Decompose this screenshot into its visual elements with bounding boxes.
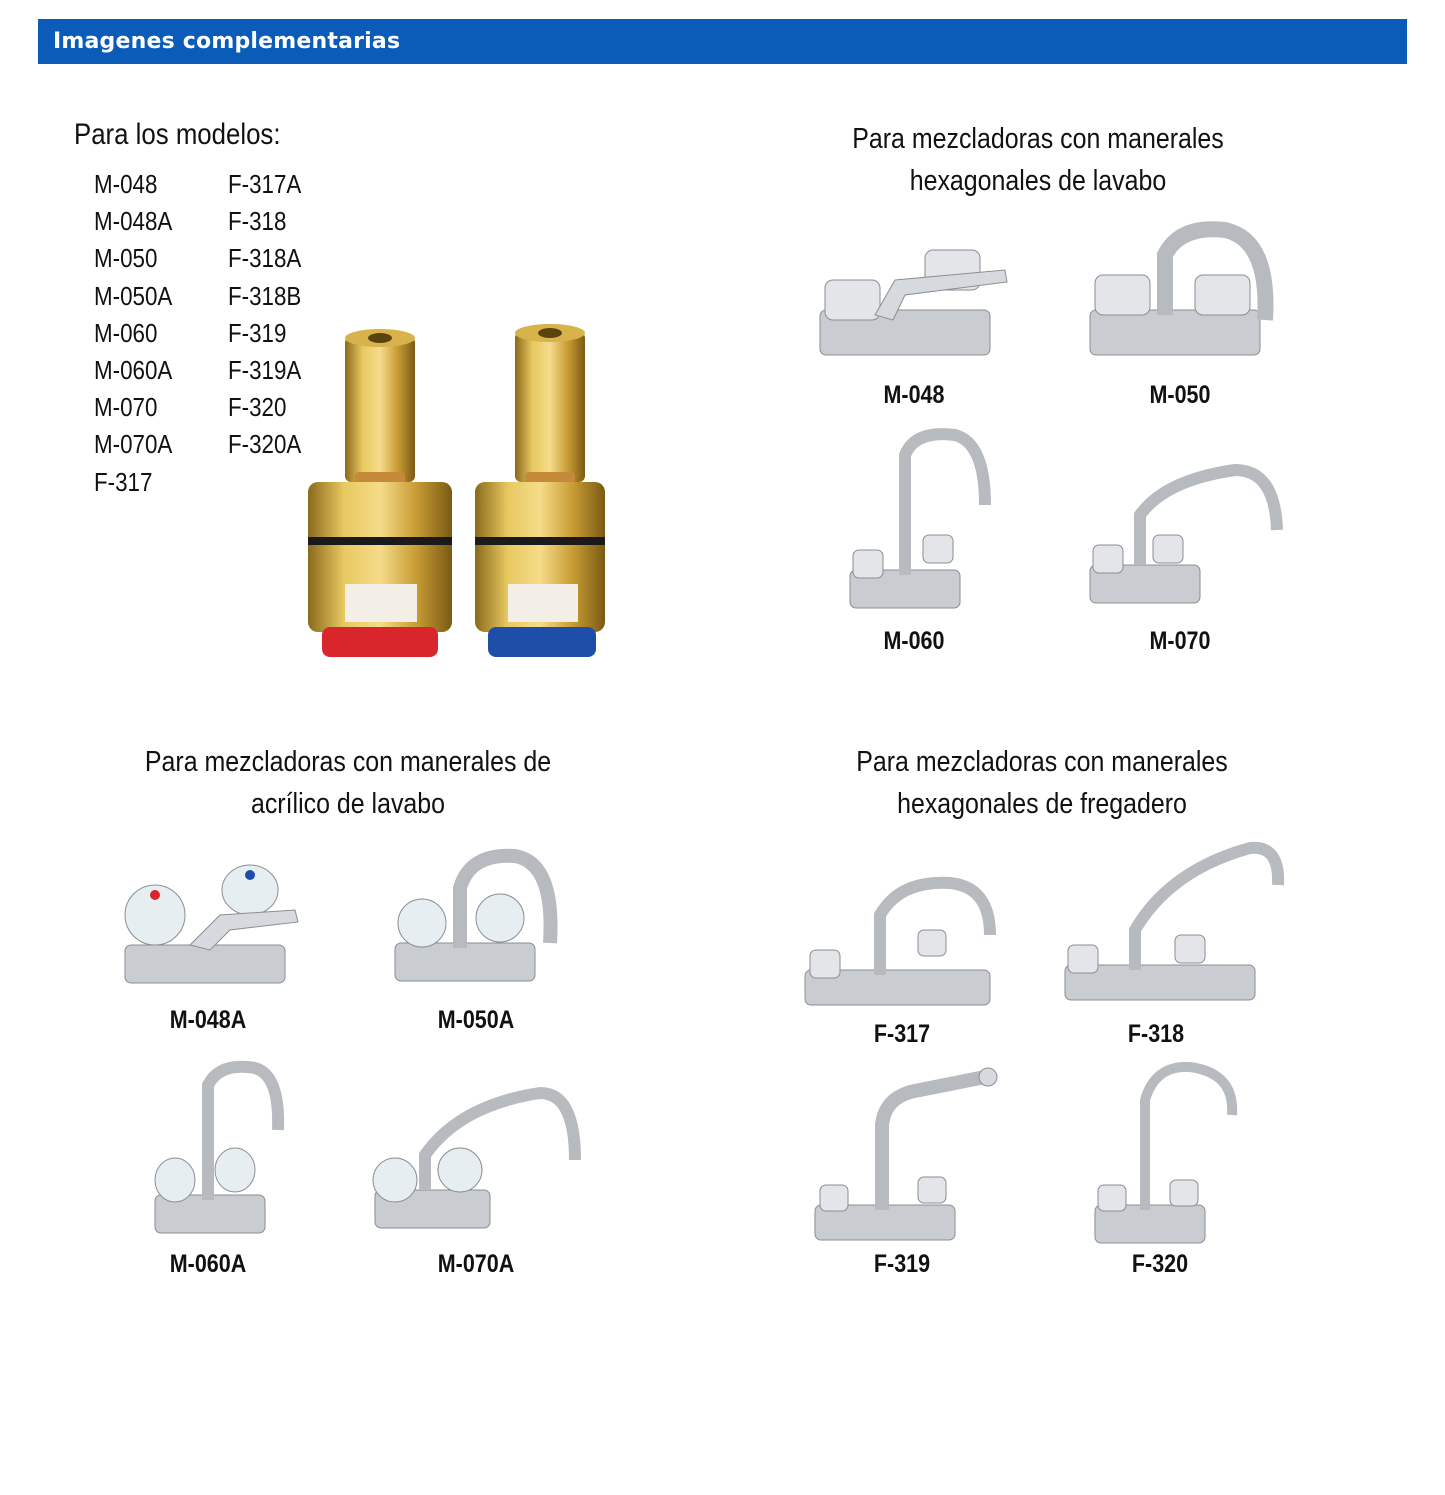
label-m060a: M-060A bbox=[169, 1250, 247, 1278]
label-m050: M-050 bbox=[1149, 381, 1211, 409]
section-header-title: Imagenes complementarias bbox=[53, 29, 401, 54]
faucet-icon bbox=[1060, 840, 1285, 1005]
faucet-icon bbox=[800, 875, 1000, 1010]
model-item: F-319 bbox=[228, 317, 287, 348]
model-item: M-060 bbox=[94, 317, 158, 348]
model-item: F-318B bbox=[228, 280, 302, 311]
section-header bbox=[38, 19, 1407, 64]
label-m050a: M-050A bbox=[437, 1006, 515, 1034]
label-f320: F-320 bbox=[1131, 1250, 1189, 1278]
label-m048a: M-048A bbox=[169, 1006, 247, 1034]
faucet-icon bbox=[1085, 460, 1285, 610]
model-item: F-320A bbox=[228, 429, 302, 460]
model-item: F-317A bbox=[228, 169, 302, 199]
model-item: M-048 bbox=[94, 169, 158, 199]
model-item: F-320 bbox=[228, 392, 287, 423]
product-m070-image bbox=[1085, 460, 1285, 610]
model-item: F-318 bbox=[228, 206, 287, 237]
model-item: F-318A bbox=[228, 243, 302, 274]
product-m050-image bbox=[1085, 220, 1285, 370]
heading-acrilico: Para mezcladoras con manerales de acrílico de lavabo bbox=[144, 746, 552, 820]
model-item: M-070 bbox=[94, 392, 158, 423]
label-m070a: M-070A bbox=[437, 1250, 515, 1278]
label-m070: M-070 bbox=[1149, 627, 1211, 655]
product-m048a-image bbox=[120, 860, 305, 990]
faucet-icon bbox=[390, 848, 565, 988]
faucet-icon bbox=[810, 1065, 1000, 1245]
product-f319-image bbox=[810, 1065, 1000, 1245]
cartridges-image bbox=[300, 322, 620, 682]
model-item: F-319A bbox=[228, 355, 302, 386]
label-m060: M-060 bbox=[883, 627, 945, 655]
model-item: M-070A bbox=[94, 429, 173, 460]
label-f319: F-319 bbox=[873, 1250, 931, 1278]
faucet-icon bbox=[1090, 1055, 1240, 1250]
model-item: F-317 bbox=[94, 466, 153, 497]
faucet-icon bbox=[120, 860, 305, 990]
model-item: M-048A bbox=[94, 206, 173, 237]
product-m070a-image bbox=[370, 1085, 585, 1235]
model-item: M-050 bbox=[94, 243, 158, 274]
faucet-icon bbox=[370, 1085, 585, 1235]
models-column-2 bbox=[228, 166, 301, 464]
product-m048-image bbox=[815, 240, 1015, 370]
model-item: M-050A bbox=[94, 280, 173, 311]
product-f317-image bbox=[800, 875, 1000, 1010]
models-title: Para los modelos: bbox=[74, 118, 281, 151]
product-f320-image bbox=[1090, 1055, 1240, 1250]
faucet-icon bbox=[845, 425, 1005, 615]
product-m060a-image bbox=[150, 1060, 295, 1240]
label-f317: F-317 bbox=[873, 1020, 931, 1048]
faucet-icon bbox=[1085, 220, 1285, 370]
faucet-icon bbox=[815, 240, 1015, 370]
product-m060-image bbox=[845, 425, 1005, 615]
model-item: M-060A bbox=[94, 355, 173, 386]
label-f318: F-318 bbox=[1127, 1020, 1185, 1048]
models-column-1 bbox=[94, 166, 172, 501]
product-f318-image bbox=[1060, 840, 1285, 1005]
faucet-icon bbox=[150, 1060, 295, 1240]
label-m048: M-048 bbox=[883, 381, 945, 409]
heading-hex-fregadero: Para mezcladoras con manerales hexagonales de fregadero bbox=[856, 746, 1228, 820]
heading-hex-lavabo: Para mezcladoras con manerales hexagonales de lavabo bbox=[852, 123, 1224, 197]
cartridge-icon bbox=[300, 322, 620, 682]
product-m050a-image bbox=[390, 848, 565, 988]
